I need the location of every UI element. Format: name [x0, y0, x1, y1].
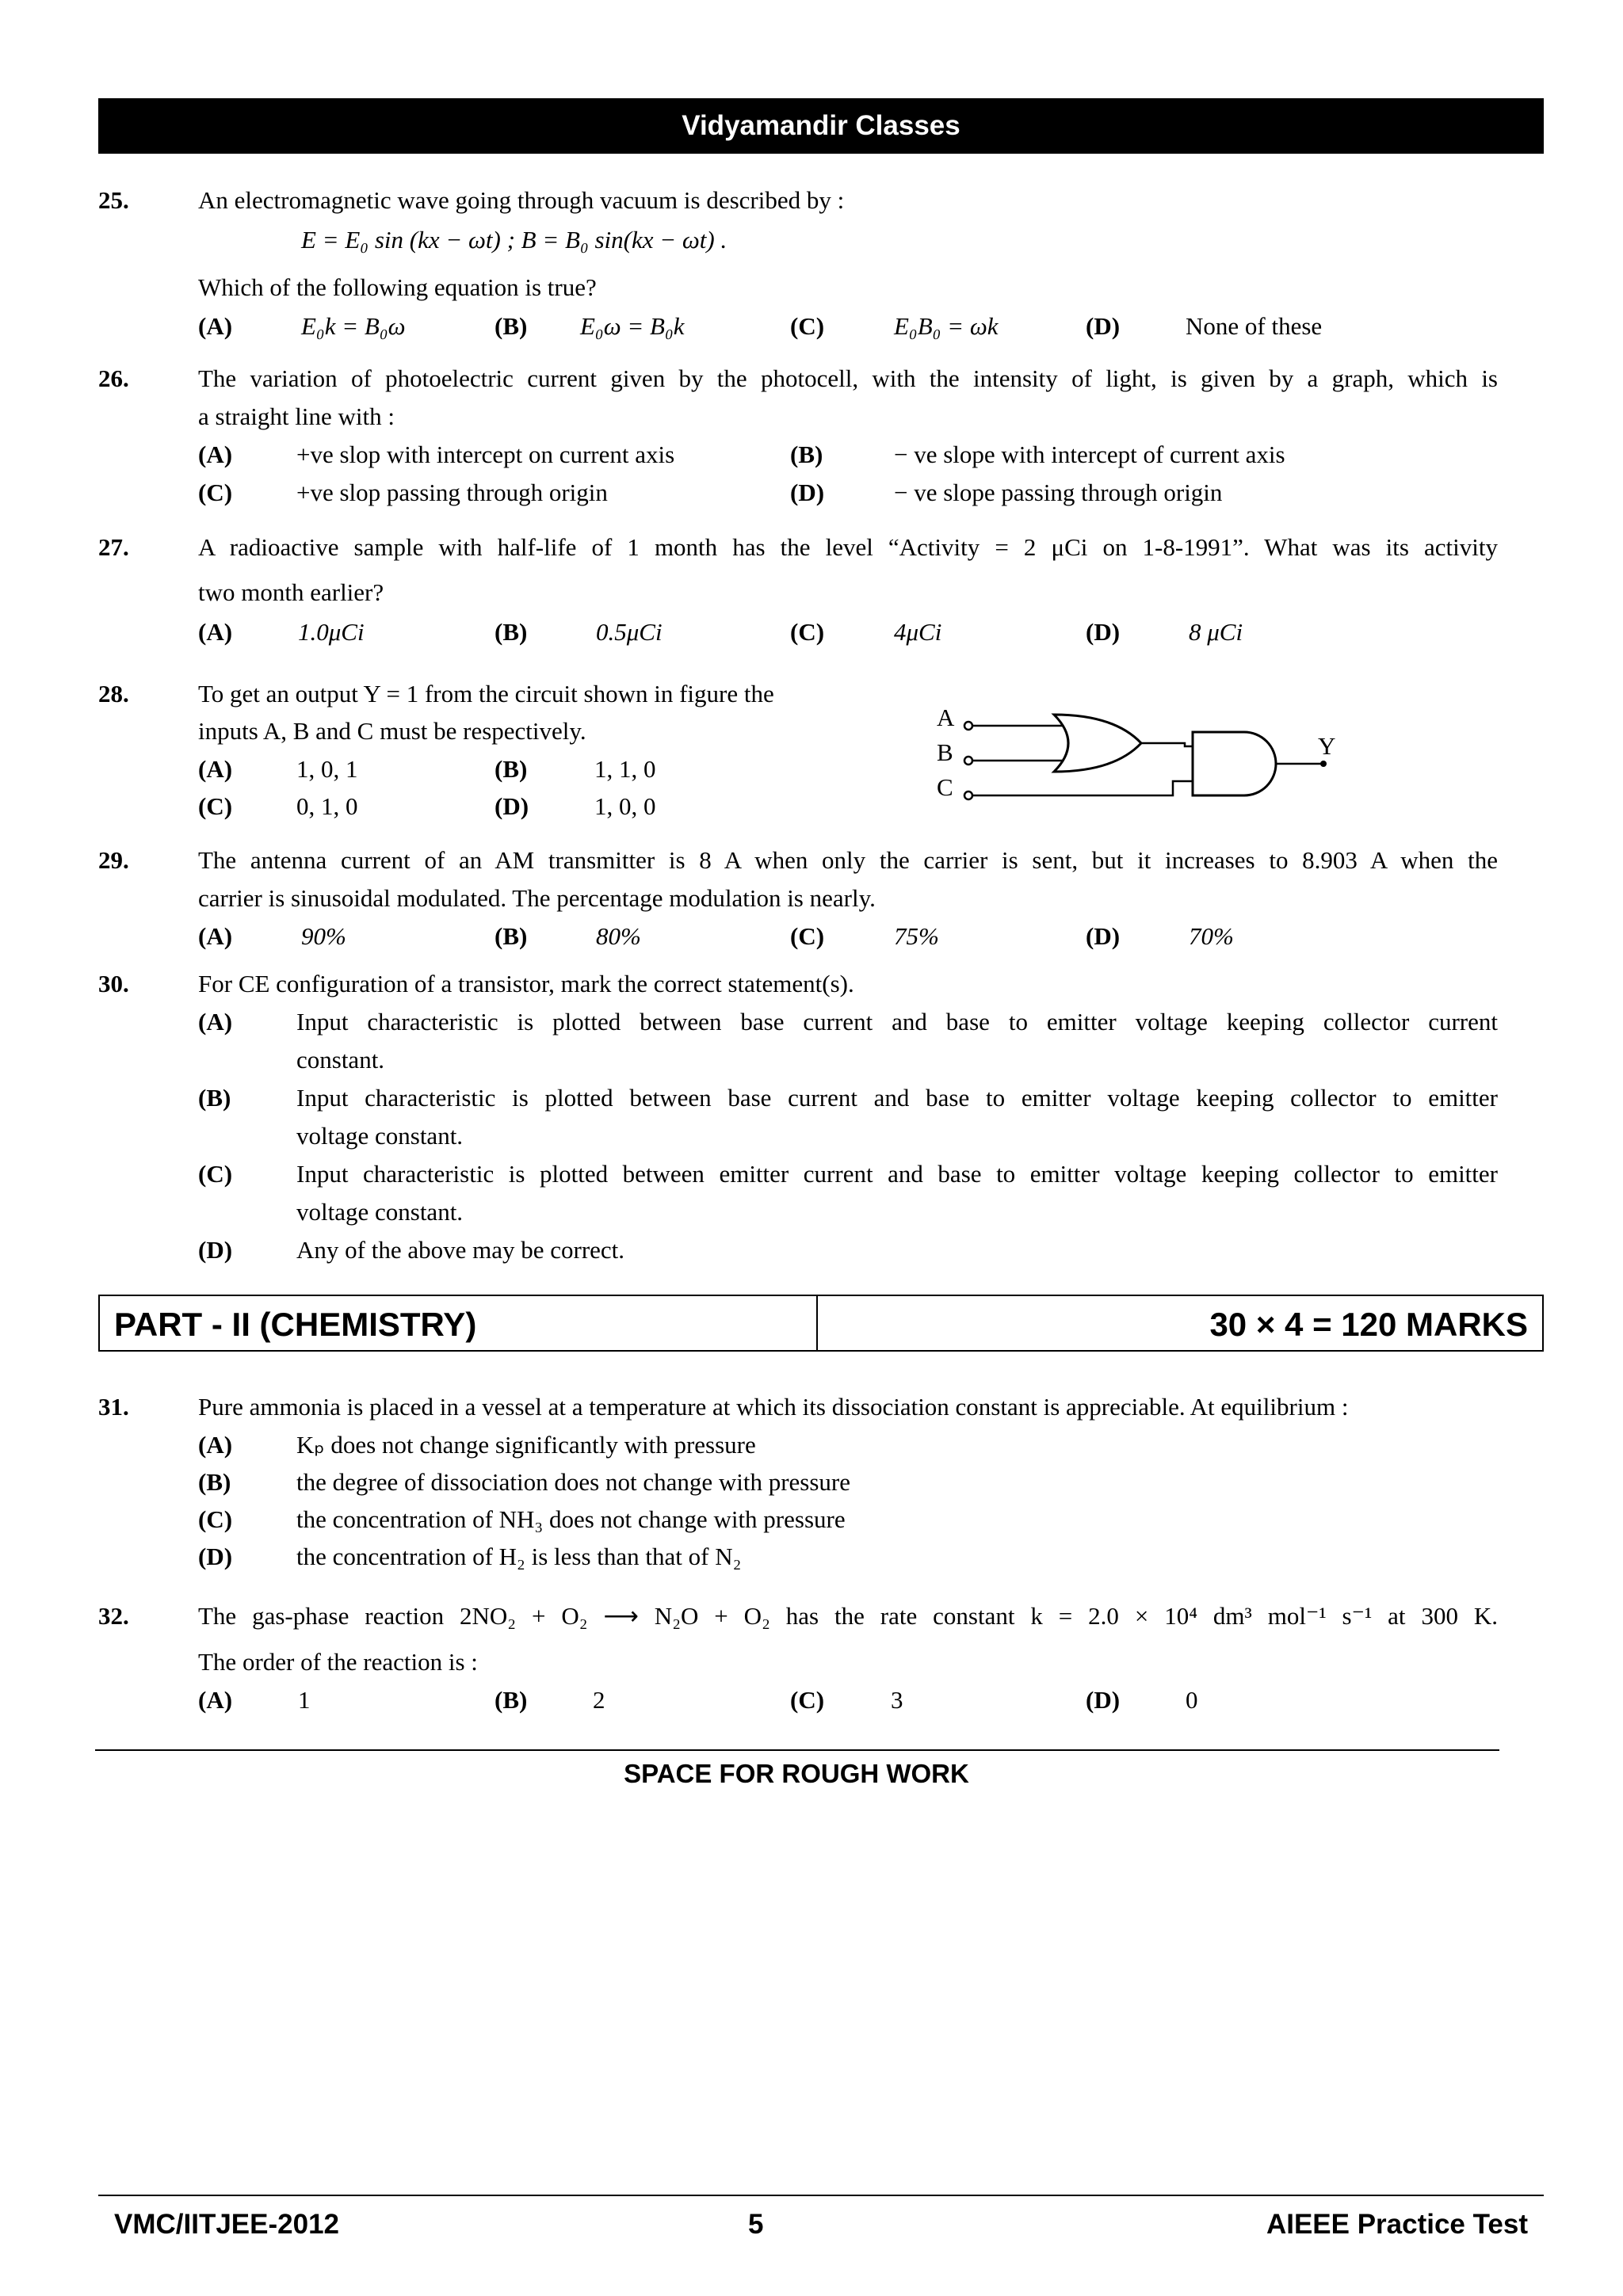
option-text: 1.0μCi [298, 618, 365, 646]
option-label: (C) [790, 312, 825, 340]
option-text: E₀k = B₀ω [301, 312, 406, 340]
option-label: (B) [198, 1468, 231, 1496]
option-label: (D) [198, 1543, 233, 1570]
option-text: 1 [298, 1686, 311, 1714]
option-text: +ve slop with intercept on current axis [296, 441, 675, 468]
page-number: 5 [748, 2209, 764, 2240]
option-text: 1, 0, 1 [296, 755, 358, 783]
question-text: A radioactive sample with half-life of 1 month has the level “Activity = 2 μCi on 1-8-1991”. What was its activity [198, 533, 1498, 561]
input-b-label: B [937, 738, 953, 766]
section-header-box [98, 1295, 1544, 1352]
option-text: E₀ω = B₀k [580, 312, 685, 340]
question-text: To get an output Y = 1 from the circuit shown in figure the [198, 680, 774, 707]
wire-c [972, 781, 1193, 795]
question-number: 28. [98, 680, 129, 707]
option-text-2: voltage constant. [296, 1122, 464, 1150]
input-a-label: A [937, 704, 955, 731]
option-text: E₀B₀ = ωk [894, 312, 999, 340]
option-text: the concentration of H₂ is less than that of N₂ [296, 1543, 742, 1570]
option-label: (B) [495, 312, 528, 340]
option-label: (B) [495, 755, 528, 783]
option-label: (D) [495, 792, 529, 820]
question-number: 31. [98, 1393, 129, 1421]
option-label: (A) [198, 441, 233, 468]
section-header-divider [816, 1296, 818, 1350]
option-text-2: voltage constant. [296, 1198, 464, 1226]
section-marks: 30 × 4 = 120 MARKS [1209, 1306, 1528, 1343]
option-label: (C) [198, 1160, 233, 1188]
option-text: 8 μCi [1189, 618, 1243, 646]
option-text: − ve slope passing through origin [894, 479, 1223, 506]
question-text-2: a straight line with : [198, 402, 395, 430]
option-label: (B) [790, 441, 823, 468]
option-text: 75% [894, 922, 939, 950]
option-label: (D) [1086, 1686, 1121, 1714]
option-text: 70% [1189, 922, 1234, 950]
option-text: 0.5μCi [596, 618, 663, 646]
option-text: Any of the above may be correct. [296, 1236, 625, 1264]
option-text: 80% [596, 922, 641, 950]
question-text: For CE configuration of a transistor, mark the correct statement(s). [198, 970, 854, 997]
or-gate [1054, 715, 1141, 772]
question-text: An electromagnetic wave going through vacuum is described by : [198, 186, 845, 214]
question-number: 26. [98, 364, 129, 392]
option-text: 3 [891, 1686, 903, 1714]
rough-work-divider [95, 1749, 1499, 1751]
option-text: 0 [1186, 1686, 1198, 1714]
question-text-2: Which of the following equation is true? [198, 273, 597, 301]
option-text: 90% [301, 922, 346, 950]
option-text: 4μCi [894, 618, 942, 646]
option-text: 2 [593, 1686, 605, 1714]
page-header [98, 98, 1544, 154]
input-b-terminal [964, 757, 972, 765]
question-text: The variation of photoelectric current given by the photocell, with the intensity of light, is given by a graph, which is [198, 364, 1498, 392]
option-label: (D) [1086, 922, 1121, 950]
option-text: 1, 0, 0 [594, 792, 656, 820]
option-text: +ve slop passing through origin [296, 479, 608, 506]
footer-divider [98, 2195, 1544, 2196]
question-number: 27. [98, 533, 129, 561]
option-label: (C) [198, 792, 233, 820]
option-label: (A) [198, 1686, 233, 1714]
option-text: − ve slope with intercept of current axis [894, 441, 1285, 468]
option-label: (A) [198, 618, 233, 646]
option-label: (B) [495, 618, 528, 646]
question-number: 32. [98, 1602, 129, 1630]
option-label: (C) [790, 618, 825, 646]
wire-or-out [1141, 743, 1193, 746]
output-terminal [1320, 761, 1327, 767]
option-label: (C) [198, 479, 233, 506]
question-text-2: carrier is sinusoidal modulated. The percentage modulation is nearly. [198, 884, 876, 912]
option-text: None of these [1186, 312, 1323, 340]
option-label: (B) [198, 1084, 231, 1112]
question-text-2: The order of the reaction is : [198, 1648, 478, 1676]
input-c-label: C [937, 773, 953, 801]
question-number: 25. [98, 186, 129, 214]
question-text: The antenna current of an AM transmitter is 8 A when only the carrier is sent, but it increases to 8.903 A when the [198, 846, 1498, 874]
option-label: (A) [198, 922, 233, 950]
section-title: PART - II (CHEMISTRY) [114, 1306, 477, 1343]
question-text: Pure ammonia is placed in a vessel at a temperature at which its dissociation constant is appreciable. At equilibrium : [198, 1393, 1349, 1421]
option-label: (B) [495, 922, 528, 950]
option-text: Input characteristic is plotted between base current and base to emitter voltage keeping collector to emitter [296, 1084, 1498, 1112]
and-gate [1193, 732, 1276, 795]
output-y-label: Y [1318, 732, 1336, 760]
option-text: the concentration of NH₃ does not change with pressure [296, 1505, 846, 1533]
rough-work-label: SPACE FOR ROUGH WORK [624, 1759, 969, 1788]
option-label: (D) [1086, 312, 1121, 340]
option-label: (D) [1086, 618, 1121, 646]
option-label: (D) [790, 479, 825, 506]
option-text: the degree of dissociation does not change with pressure [296, 1468, 851, 1496]
option-label: (C) [790, 922, 825, 950]
option-label: (A) [198, 1008, 233, 1035]
option-text: 1, 1, 0 [594, 755, 656, 783]
question-text-2: two month earlier? [198, 578, 384, 606]
question-number: 29. [98, 846, 129, 874]
equation: E = E₀ sin (kx − ωt) ; B = B₀ sin(kx − ωt) . [301, 226, 727, 254]
footer-left: VMC/IITJEE-2012 [114, 2209, 339, 2240]
footer-right: AIEEE Practice Test [1266, 2209, 1528, 2240]
logic-circuit-diagram [927, 697, 1355, 816]
option-label: (C) [198, 1505, 233, 1533]
option-label: (C) [790, 1686, 825, 1714]
option-label: (B) [495, 1686, 528, 1714]
input-a-terminal [964, 722, 972, 730]
option-label: (A) [198, 312, 233, 340]
option-text: Input characteristic is plotted between emitter current and base to emitter voltage keeping collector to emitter [296, 1160, 1498, 1188]
header-title: Vidyamandir Classes [682, 110, 960, 141]
option-label: (D) [198, 1236, 233, 1264]
question-number: 30. [98, 970, 129, 997]
input-c-terminal [964, 791, 972, 799]
option-text-2: constant. [296, 1046, 385, 1074]
question-text-2: inputs A, B and C must be respectively. [198, 717, 586, 745]
option-text: Input characteristic is plotted between base current and base to emitter voltage keeping collector current [296, 1008, 1498, 1035]
option-label: (A) [198, 755, 233, 783]
option-text: 0, 1, 0 [296, 792, 358, 820]
reaction-text: The gas-phase reaction 2NO₂ + O₂ ⟶ N₂O + O₂ has the rate constant k = 2.0 × 10⁴ dm³ mol⁻¹ s⁻¹ at 300 K. [198, 1602, 1498, 1630]
option-label: (A) [198, 1431, 233, 1459]
option-text: Kₚ does not change significantly with pressure [296, 1431, 756, 1459]
